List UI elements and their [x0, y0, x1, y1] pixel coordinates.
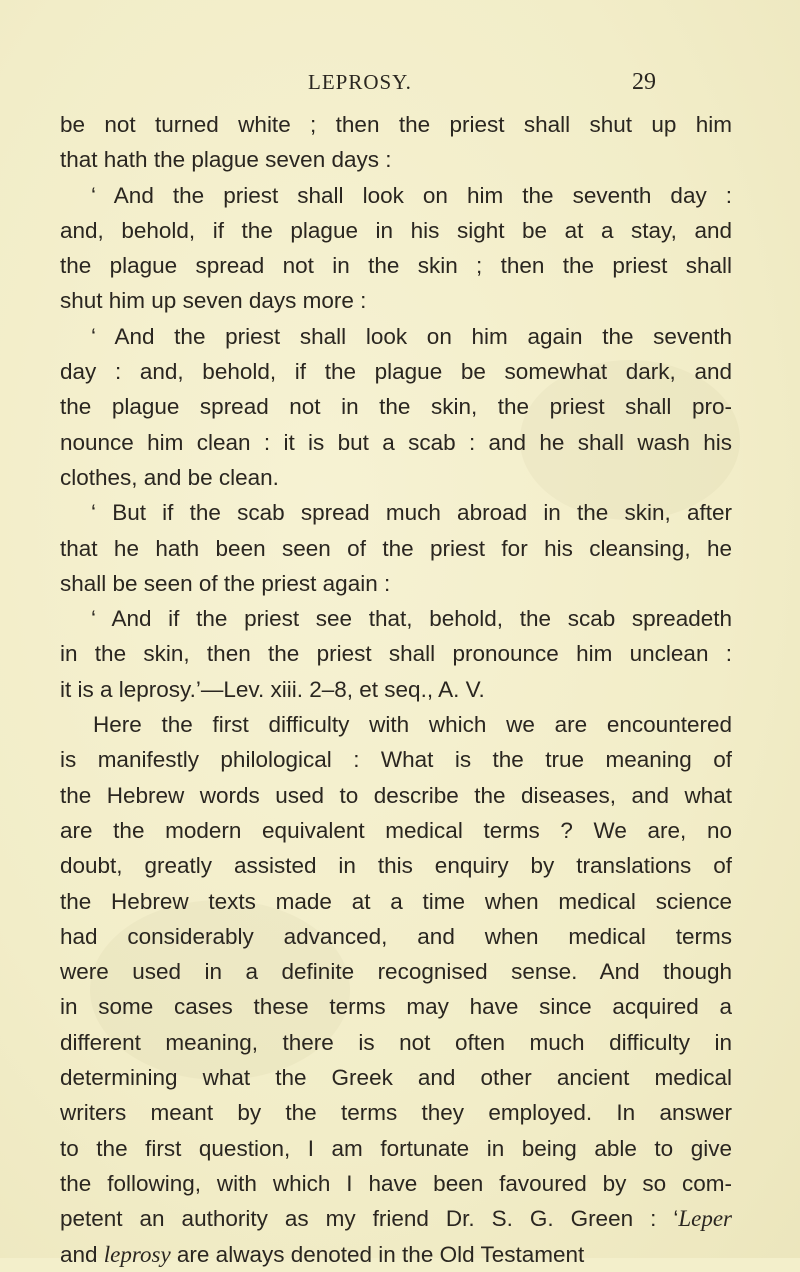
text-line	[60, 142, 732, 177]
text-segment: ‘ And the priest shall look on him again the seventh	[91, 323, 732, 349]
text-line	[60, 248, 732, 283]
text-segment: are always denoted in the Old Testament	[170, 1241, 585, 1267]
text-line	[60, 107, 732, 142]
text-line	[60, 178, 732, 213]
text-line	[60, 531, 732, 566]
text-line	[60, 1060, 732, 1095]
text-line	[60, 495, 732, 530]
text-line	[60, 319, 732, 354]
text-line	[60, 884, 732, 919]
text-segment: that hath the plague seven days :	[60, 147, 392, 173]
body-text	[60, 107, 732, 1272]
text-segment: petent an authority as my friend Dr. S. G. Green : ‘	[60, 1206, 679, 1232]
text-segment: day : and, behold, if the plague be somewhat dark, and	[60, 359, 732, 385]
text-segment: ‘ And the priest shall look on him the seventh day :	[91, 182, 732, 208]
text-segment: is manifestly philological : What is the true meaning of	[60, 747, 732, 773]
text-segment: and, behold, if the plague in his sight be at a stay, and	[60, 217, 732, 243]
running-title: LEPROSY.	[308, 70, 412, 94]
text-line	[60, 460, 732, 495]
text-segment: and	[60, 1241, 104, 1267]
text-line	[60, 707, 732, 742]
italic-text: leprosy	[103, 1241, 171, 1267]
text-line	[60, 1131, 732, 1166]
text-line	[60, 954, 732, 989]
text-segment: were used in a definite recognised sense. And though	[60, 959, 732, 985]
text-segment: ‘ And if the priest see that, behold, the scab spreadeth	[91, 606, 732, 632]
text-segment: nounce him clean : it is but a scab : and he shall wash his	[60, 429, 732, 455]
text-line	[60, 601, 732, 636]
text-line	[60, 1025, 732, 1060]
text-segment: the plague spread not in the skin, the priest shall pro-	[60, 394, 732, 420]
text-line	[60, 213, 732, 248]
text-line	[60, 672, 732, 707]
text-line	[60, 566, 732, 601]
text-line	[60, 389, 732, 424]
text-line	[60, 636, 732, 671]
text-segment: are the modern equivalent medical terms ? We are, no	[60, 817, 732, 843]
text-line	[60, 1166, 732, 1201]
text-line	[60, 1237, 732, 1272]
text-segment: writers meant by the terms they employed. In answer	[60, 1100, 732, 1126]
text-segment: doubt, greatly assisted in this enquiry by translations of	[60, 853, 732, 879]
italic-text: Leper	[678, 1206, 732, 1232]
text-segment: be not turned white ; then the priest shall shut up him	[60, 112, 732, 137]
running-head	[0, 70, 800, 110]
text-segment: determining what the Greek and other ancient medical	[60, 1065, 732, 1091]
text-line	[60, 989, 732, 1024]
text-segment: shall be seen of the priest again :	[60, 570, 391, 596]
text-line	[60, 1095, 732, 1130]
text-segment: in some cases these terms may have since acquired a	[60, 994, 732, 1020]
text-line	[60, 919, 732, 954]
text-segment: clothes, and be clean.	[60, 464, 279, 490]
text-segment: to the first question, I am fortunate in being able to give	[60, 1135, 732, 1161]
text-line	[60, 354, 732, 389]
text-segment: different meaning, there is not often much difficulty in	[60, 1029, 732, 1055]
text-segment: it is a leprosy.’—Lev. xiii. 2–8, et seq., A. V.	[60, 676, 485, 702]
text-line	[60, 742, 732, 777]
text-segment: the Hebrew words used to describe the diseases, and what	[60, 782, 732, 808]
text-segment: had considerably advanced, and when medical terms	[60, 923, 732, 949]
text-line	[60, 425, 732, 460]
text-segment: the Hebrew texts made at a time when medical science	[60, 888, 732, 914]
text-line	[60, 813, 732, 848]
text-segment: Here the first difficulty with which we are encountered	[93, 712, 732, 738]
text-segment: ‘ But if the scab spread much abroad in the skin, after	[91, 500, 732, 526]
page-number: 29	[632, 69, 656, 95]
text-segment: in the skin, then the priest shall pronounce him unclean :	[60, 641, 732, 667]
text-line	[60, 283, 732, 318]
text-segment: shut him up seven days more :	[60, 288, 367, 314]
text-line	[60, 778, 732, 813]
text-line	[60, 848, 732, 883]
text-segment: that he hath been seen of the priest for his cleansing, he	[60, 535, 732, 561]
text-segment: the following, with which I have been favoured by so com-	[60, 1170, 732, 1196]
text-segment: the plague spread not in the skin ; then the priest shall	[60, 253, 732, 279]
text-line	[60, 1201, 732, 1236]
